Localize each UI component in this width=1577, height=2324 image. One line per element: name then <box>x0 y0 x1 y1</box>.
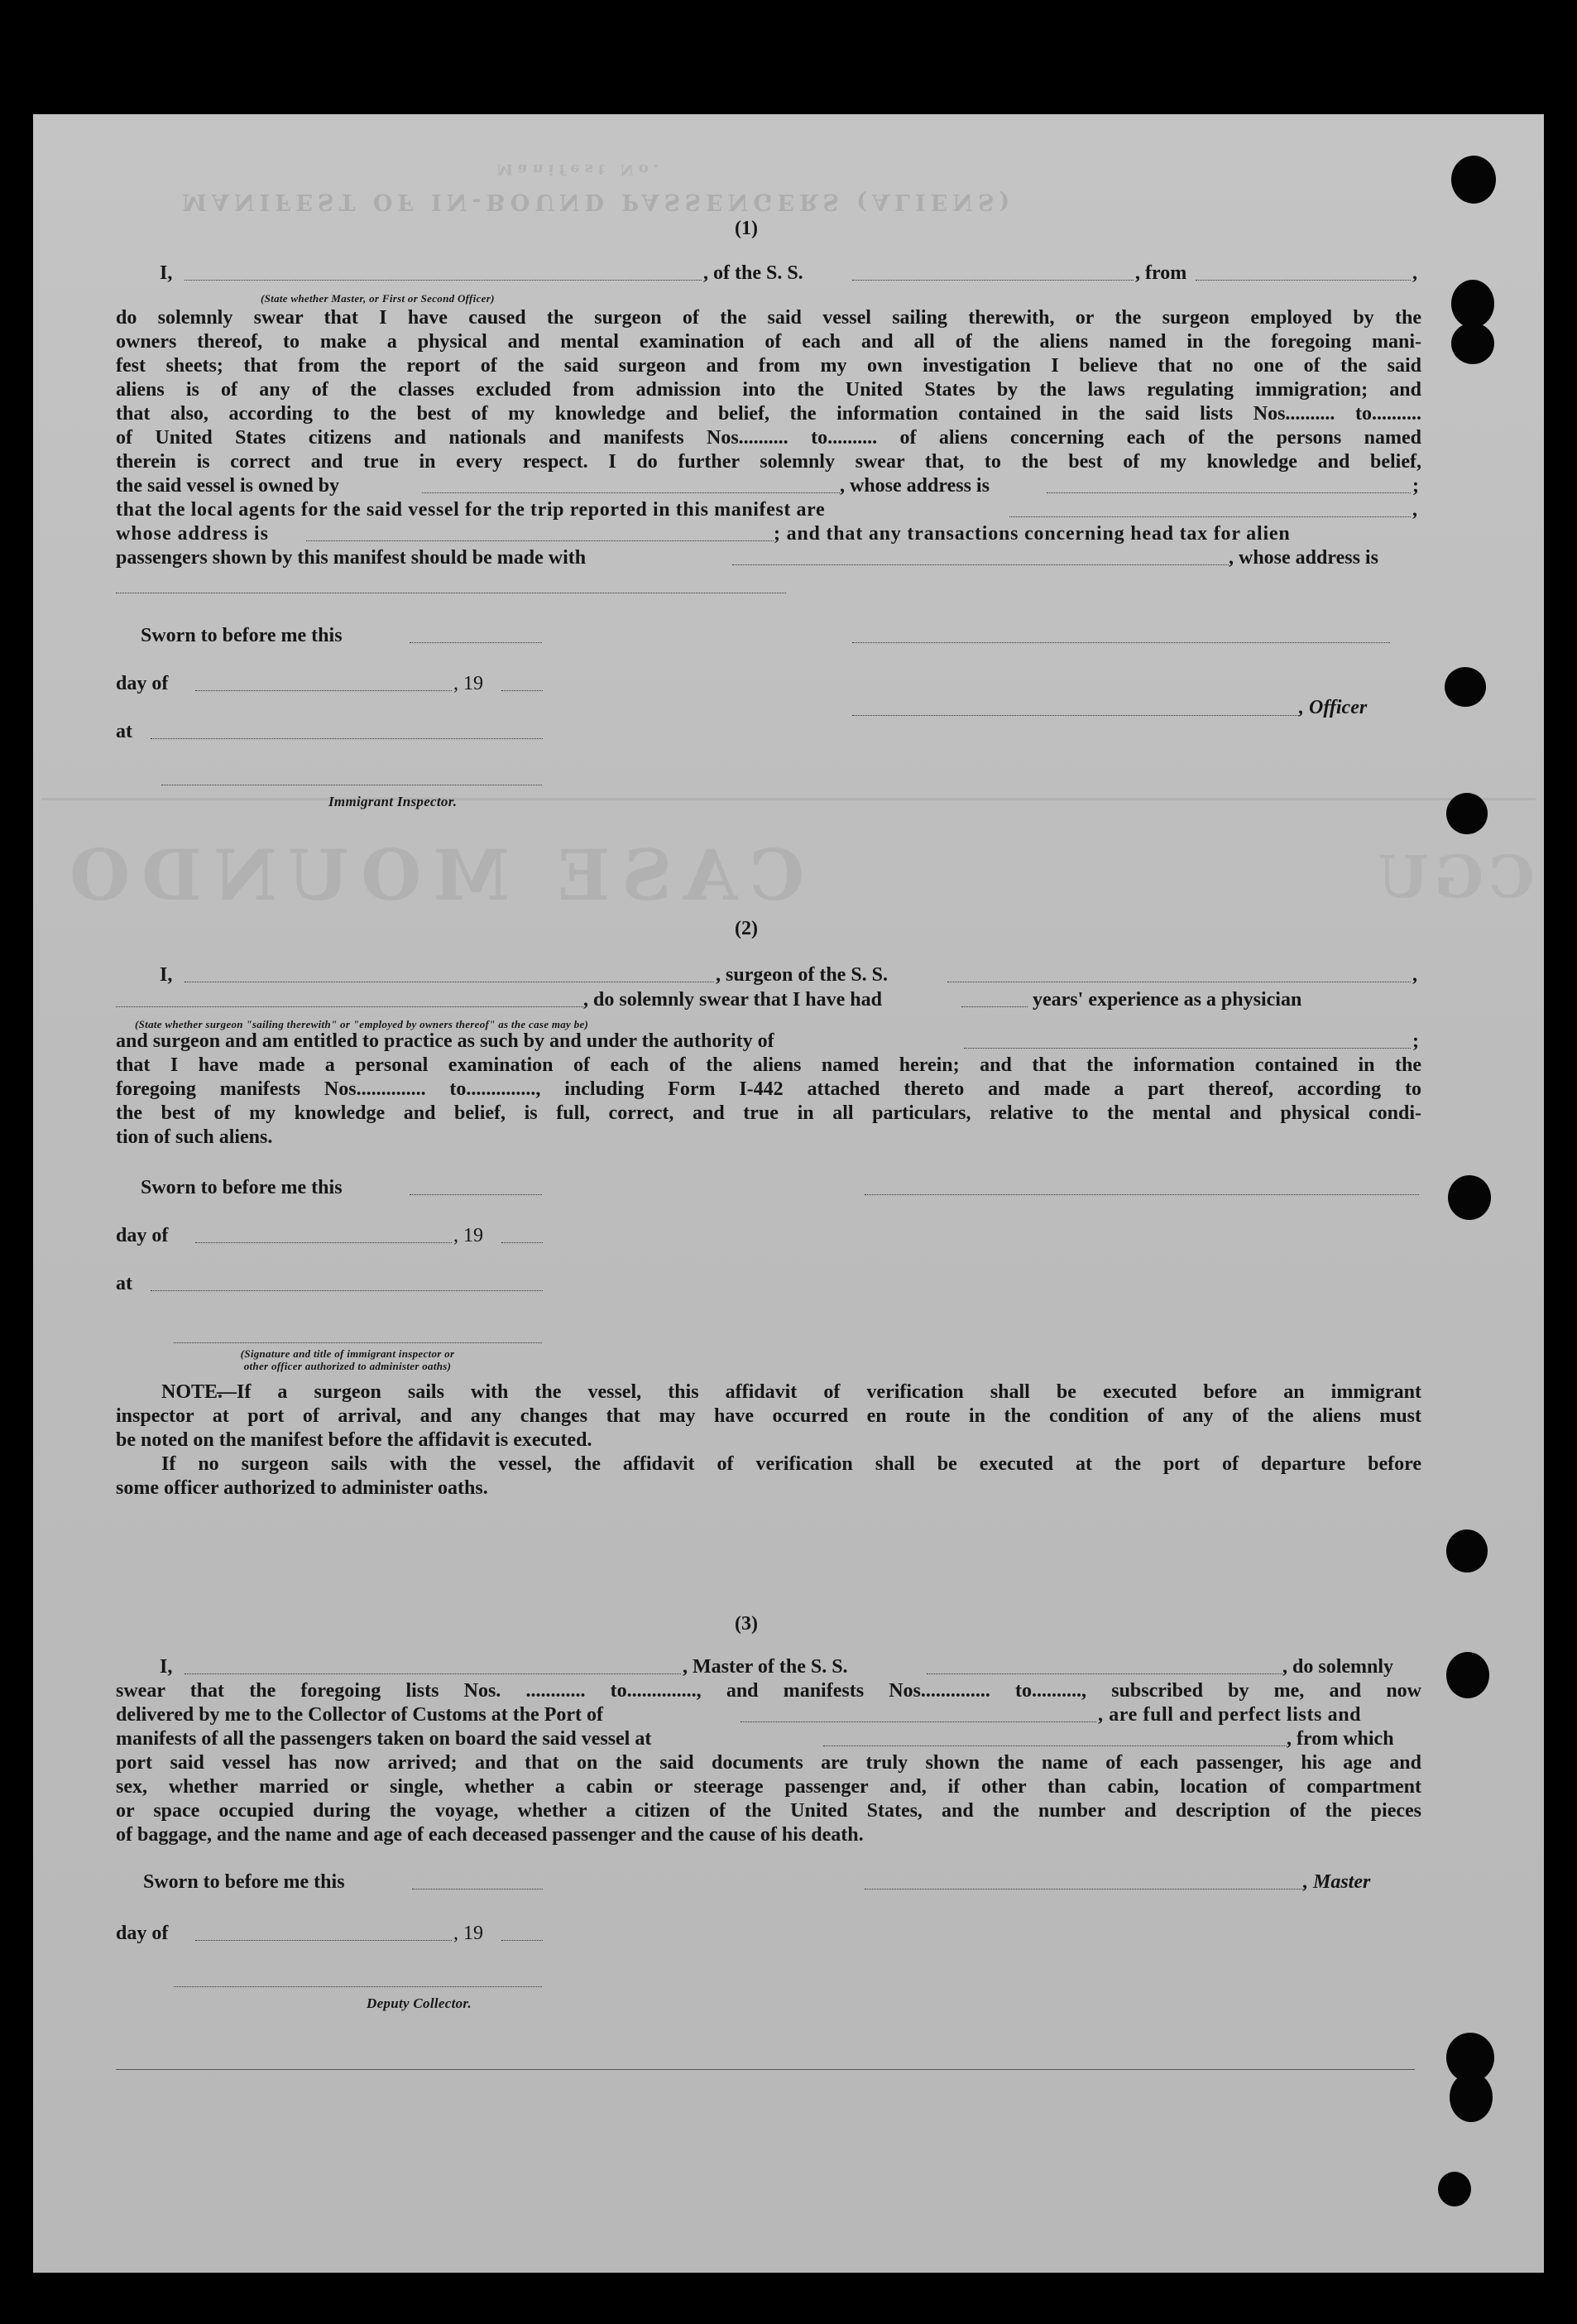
s1-passengers-shown: passengers shown by this manifest should be made with <box>116 547 587 569</box>
s2-para-line-3: foregoing manifests Nos.............. to.............., including Form I-442 attached thereto and made a part thereof, according to <box>116 1078 1421 1100</box>
s1-year-field[interactable] <box>501 690 543 691</box>
s2-dayof: day of <box>116 1225 169 1246</box>
surgeon-type-field[interactable] <box>116 1006 583 1007</box>
s1-para-line-5: that also, according to the best of my knowledge and belief, the information contained in the said lists Nos.......... to.......... <box>116 403 1421 425</box>
s1-para-line-1: do solemnly swear that I have caused the surgeon of the said vessel sailing therewith, or the surgeon employed by the <box>116 307 1421 329</box>
s2-line1-i: I, <box>160 964 173 986</box>
s2-sig-note-2: other officer authorized to administer oaths) <box>243 1360 452 1372</box>
s2-years-exp: years' experience as a physician <box>1033 989 1302 1011</box>
section-1-number: (1) <box>735 218 758 239</box>
s2-surgeon-note: (State whether surgeon "sailing therewith" or "employed by owners thereof" as the case may be) <box>135 1018 589 1030</box>
years-experience-field[interactable] <box>961 1006 1028 1007</box>
s2-sworn: Sworn to before me this <box>141 1177 343 1198</box>
s1-sworn: Sworn to before me this <box>141 625 343 646</box>
s2-month-field[interactable] <box>195 1242 452 1243</box>
s3-year-field[interactable] <box>501 1940 543 1941</box>
s2-sworn-date-field[interactable] <box>410 1194 542 1195</box>
s2-note-head: NOTE. <box>161 1381 223 1403</box>
s2-do-solemnly: , do solemnly swear that I have had <box>583 989 882 1011</box>
punch-hole <box>1451 280 1494 328</box>
s1-officer-sig-top[interactable] <box>852 642 1390 643</box>
s1-whose-address-2: whose address is <box>116 523 269 545</box>
s1-officer-note: (State whether Master, or First or Second Officer) <box>261 292 495 305</box>
local-agents-field[interactable] <box>1009 516 1411 517</box>
punch-hole <box>1451 156 1496 204</box>
s3-para-line-6: or space occupied during the voyage, whether a citizen of the United States, and the number and description of the pieces <box>116 1800 1421 1822</box>
officer-name-field[interactable] <box>185 280 702 281</box>
s3-master-label: , Master <box>1303 1871 1371 1893</box>
s1-officer-sig-field[interactable] <box>852 715 1299 716</box>
port-of-arrival-field[interactable] <box>741 1721 1096 1722</box>
s1-at: at <box>116 721 132 742</box>
s2-authority: and surgeon and am entitled to practice as such by and under the authority of <box>116 1030 774 1052</box>
section-2-number: (2) <box>735 918 758 939</box>
s3-master-of-ss: , Master of the S. S. <box>683 1656 848 1678</box>
punch-hole <box>1446 1652 1489 1698</box>
s2-at-field[interactable] <box>151 1290 543 1291</box>
s3-dayof: day of <box>116 1923 169 1944</box>
s3-from-which: , from which <box>1287 1728 1394 1750</box>
s1-of-the-ss: , of the S. S. <box>703 262 803 284</box>
owner-field[interactable] <box>422 492 840 493</box>
bleed-through-stamp-right: CGU <box>1373 843 1535 911</box>
s1-local-agents: that the local agents for the said vessel for the trip reported in this manifest are <box>116 499 826 521</box>
s1-inspector-label: Immigrant Inspector. <box>328 794 458 809</box>
s1-para-line-3: fest sheets; that from the report of the said surgeon and from my own investigation I believe that no one of the said <box>116 355 1421 377</box>
s2-para-line-2: that I have made a personal examination of each of the aliens named herein; and that the information contained in the <box>116 1054 1421 1076</box>
s1-para-line-6: of United States citizens and nationals and manifests Nos.......... to.......... of aliens concerning each of the persons named <box>116 427 1421 449</box>
ship-name-field[interactable] <box>852 280 1134 281</box>
s1-month-field[interactable] <box>195 690 452 691</box>
boarding-port-field[interactable] <box>823 1745 1287 1746</box>
s2-note-line-3: be noted on the manifest before the affidavit is executed. <box>116 1429 592 1451</box>
s1-year-prefix: , 19 <box>453 673 483 694</box>
s3-delivered: delivered by me to the Collector of Customs at the Port of <box>116 1704 603 1726</box>
s1-para-line-2: owners thereof, to make a physical and mental examination of each and all of the aliens named in the foregoing mani- <box>116 331 1421 353</box>
s3-deputy-sig-field[interactable] <box>174 1986 542 1987</box>
s1-line1-i: I, <box>160 262 173 284</box>
s1-para-line-4: aliens is of any of the classes excluded from admission into the United States by the laws regulating immigration; and <box>116 379 1421 401</box>
s1-owned-by: the said vessel is owned by <box>116 475 340 497</box>
s1-dayof: day of <box>116 673 169 694</box>
s2-inspector-sig-field[interactable] <box>174 1342 542 1343</box>
punch-hole <box>1445 667 1486 707</box>
s1-semicolon: ; <box>1412 475 1419 497</box>
agent-address-field[interactable] <box>306 540 774 541</box>
s1-at-field[interactable] <box>151 738 543 739</box>
s3-full-perfect: , are full and perfect lists and <box>1098 1704 1362 1726</box>
s1-from: , from <box>1135 262 1187 284</box>
s3-do-solemnly: , do solemnly <box>1282 1656 1394 1678</box>
s2-note-line-1: —If a surgeon sails with the vessel, this affidavit of verification shall be executed before an immigrant <box>217 1381 1421 1403</box>
authority-field[interactable] <box>964 1048 1411 1049</box>
s3-month-field[interactable] <box>195 1940 452 1941</box>
s2-semicolon: ; <box>1412 1030 1419 1052</box>
s3-para-line-4: port said vessel has now arrived; and that on the said documents are truly shown the name of each passenger, his age and <box>116 1752 1421 1774</box>
bleed-through-manifest-no: Manifest No. <box>496 161 664 178</box>
punch-hole <box>1446 793 1488 834</box>
master-name-field[interactable] <box>185 1673 681 1674</box>
departure-port-field[interactable] <box>1196 280 1411 281</box>
section-3-number: (3) <box>735 1613 758 1635</box>
s2-para-line-4: the best of my knowledge and belief, is full, correct, and true in all particulars, relative to the mental and physical condi- <box>116 1102 1421 1124</box>
s1-sworn-date-field[interactable] <box>410 642 542 643</box>
s1-whose-address-3: , whose address is <box>1229 547 1378 569</box>
bleed-through-title: MANIFEST OF IN-BOUND PASSENGERS (ALIENS) <box>182 189 1015 214</box>
s3-taken-on-board: manifests of all the passengers taken on board the said vessel at <box>116 1728 652 1750</box>
s3-para-line-7: of baggage, and the name and age of each deceased passenger and the cause of his death. <box>116 1824 864 1846</box>
s2-surgeon-sig-field[interactable] <box>865 1194 1419 1195</box>
head-tax-party-field[interactable] <box>732 564 1229 565</box>
owner-address-field[interactable] <box>1047 492 1411 493</box>
s2-at: at <box>116 1273 132 1294</box>
punch-hole <box>1450 2072 1493 2122</box>
s3-ship-field[interactable] <box>927 1673 1282 1674</box>
s2-note-line-2: inspector at port of arrival, and any changes that may have occurred en route in the condition of any of the aliens must <box>116 1405 1421 1427</box>
s3-year-prefix: , 19 <box>453 1923 483 1944</box>
s3-para-line-1: swear that the foregoing lists Nos. ............ to.............., and manifests Nos.............. to.........., subscribed by me, and now <box>116 1680 1421 1702</box>
s1-agents-comma: , <box>1412 499 1417 521</box>
s3-deputy-label: Deputy Collector. <box>367 1995 472 2011</box>
s3-sworn: Sworn to before me this <box>143 1871 345 1893</box>
s2-note-line-5: some officer authorized to administer oaths. <box>116 1477 488 1499</box>
s2-year-prefix: , 19 <box>453 1225 483 1246</box>
s2-para-line-5: tion of such aliens. <box>116 1126 273 1148</box>
punch-hole <box>1448 1175 1491 1220</box>
bottom-rule <box>116 2069 1415 2070</box>
s1-head-tax: ; and that any transactions concerning head tax for alien <box>774 523 1291 545</box>
s2-year-field[interactable] <box>501 1242 543 1243</box>
s2-sig-note-1: (Signature and title of immigrant inspector or <box>240 1347 455 1360</box>
s1-para-line-7: therein is correct and true in every respect. I do further solemnly swear that, to the best of my knowledge and belief, <box>116 451 1421 473</box>
s2-note-line-4: If no surgeon sails with the vessel, the affidavit of verification shall be executed at the port of departure before <box>161 1453 1421 1475</box>
form-page <box>33 114 1544 2273</box>
s1-officer-label: , Officer <box>1299 697 1368 718</box>
s3-line1-i: I, <box>160 1656 173 1678</box>
bleed-through-stamp: CASE MOUNDO <box>58 834 805 916</box>
punch-hole <box>1451 323 1494 364</box>
s2-surgeon-of-ss: , surgeon of the S. S. <box>716 964 889 986</box>
punch-hole <box>1446 1529 1488 1573</box>
s2-comma: , <box>1412 964 1417 986</box>
punch-hole <box>1438 2172 1471 2206</box>
s1-comma: , <box>1412 262 1417 284</box>
s1-whose-address: , whose address is <box>840 475 990 497</box>
paper-fold <box>41 798 1536 800</box>
s3-para-line-5: sex, whether married or single, whether a cabin or steerage passenger and, if other than cabin, location of compartment <box>116 1776 1421 1798</box>
